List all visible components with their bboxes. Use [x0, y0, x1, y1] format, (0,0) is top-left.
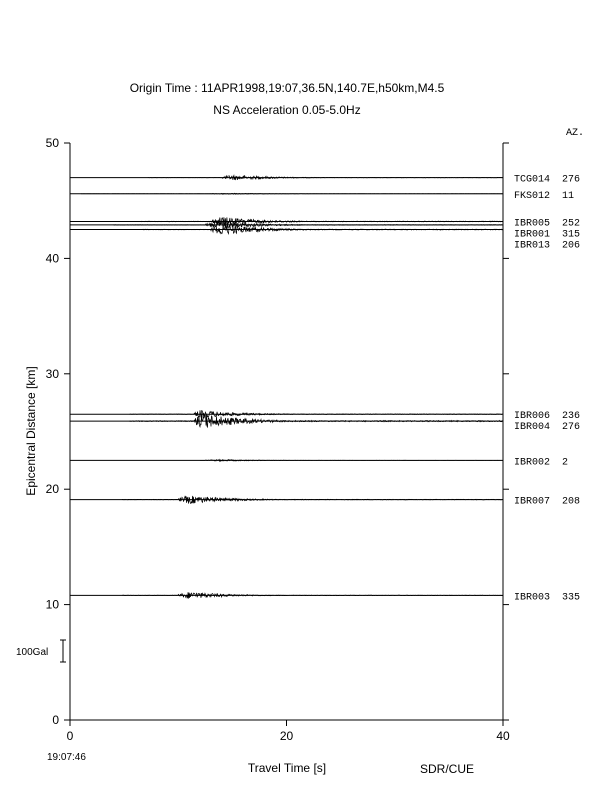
- scale-bar-label: 100Gal: [16, 647, 49, 658]
- scale-bar: [16, 640, 66, 662]
- y-tick-label: 30: [45, 366, 59, 381]
- y-tick-label: 0: [52, 713, 59, 727]
- azimuth-header: AZ.: [566, 128, 585, 139]
- station-azimuth-ibr002: 2: [562, 457, 569, 469]
- y-axis-label: Epicentral Distance [km]: [24, 366, 38, 496]
- y-tick-label: 20: [45, 482, 59, 497]
- trace-ibr003: [122, 592, 503, 598]
- station-code-ibr001: IBR001: [514, 229, 551, 241]
- trace-ibr002: [200, 460, 503, 462]
- station-code-ibr007: IBR007: [514, 496, 551, 508]
- station-code-ibr005: IBR005: [514, 218, 551, 230]
- x-tick-label: 40: [496, 729, 510, 743]
- y-tick-label: 10: [45, 597, 59, 612]
- x-tick-label: 0: [66, 729, 74, 743]
- x-tick-label: 20: [279, 729, 294, 743]
- chart-subtitle: NS Acceleration 0.05-5.0Hz: [213, 103, 361, 117]
- y-tick-label: 50: [45, 136, 59, 150]
- station-code-ibr006: IBR006: [514, 411, 551, 423]
- x-ticks: [67, 720, 510, 743]
- station-azimuth-fks012: 11: [562, 190, 575, 202]
- credit-label: SDR/CUE: [419, 762, 475, 776]
- start-time-label: 19:07:46: [47, 752, 86, 763]
- trace-tcg014: [148, 175, 503, 180]
- station-traces: [70, 175, 503, 598]
- station-azimuth-tcg014: 276: [562, 174, 581, 186]
- chart-title: Origin Time : 11APR1998,19:07,36.5N,140.7E,h50km,M4.5: [129, 81, 445, 95]
- x-axis-label: Travel Time [s]: [247, 761, 327, 775]
- station-code-ibr013: IBR013: [514, 240, 551, 252]
- trace-ibr007: [122, 496, 503, 504]
- station-code-ibr003: IBR003: [514, 592, 551, 604]
- station-code-tcg014: TCG014: [514, 174, 551, 186]
- station-code-ibr004: IBR004: [514, 422, 551, 434]
- station-code-ibr002: IBR002: [514, 457, 551, 469]
- y-tick-label: 40: [45, 251, 59, 266]
- station-azimuth-ibr007: 208: [562, 496, 581, 508]
- station-azimuth-ibr013: 206: [562, 240, 581, 252]
- station-azimuth-ibr004: 276: [562, 422, 581, 434]
- trace-ibr001: [113, 222, 503, 228]
- station-azimuth-ibr005: 252: [562, 218, 581, 230]
- station-azimuth-ibr006: 236: [562, 411, 581, 423]
- station-azimuth-ibr001: 315: [562, 229, 581, 241]
- station-azimuth-ibr003: 335: [562, 592, 581, 604]
- station-labels: [514, 175, 580, 604]
- station-code-fks012: FKS012: [514, 190, 551, 202]
